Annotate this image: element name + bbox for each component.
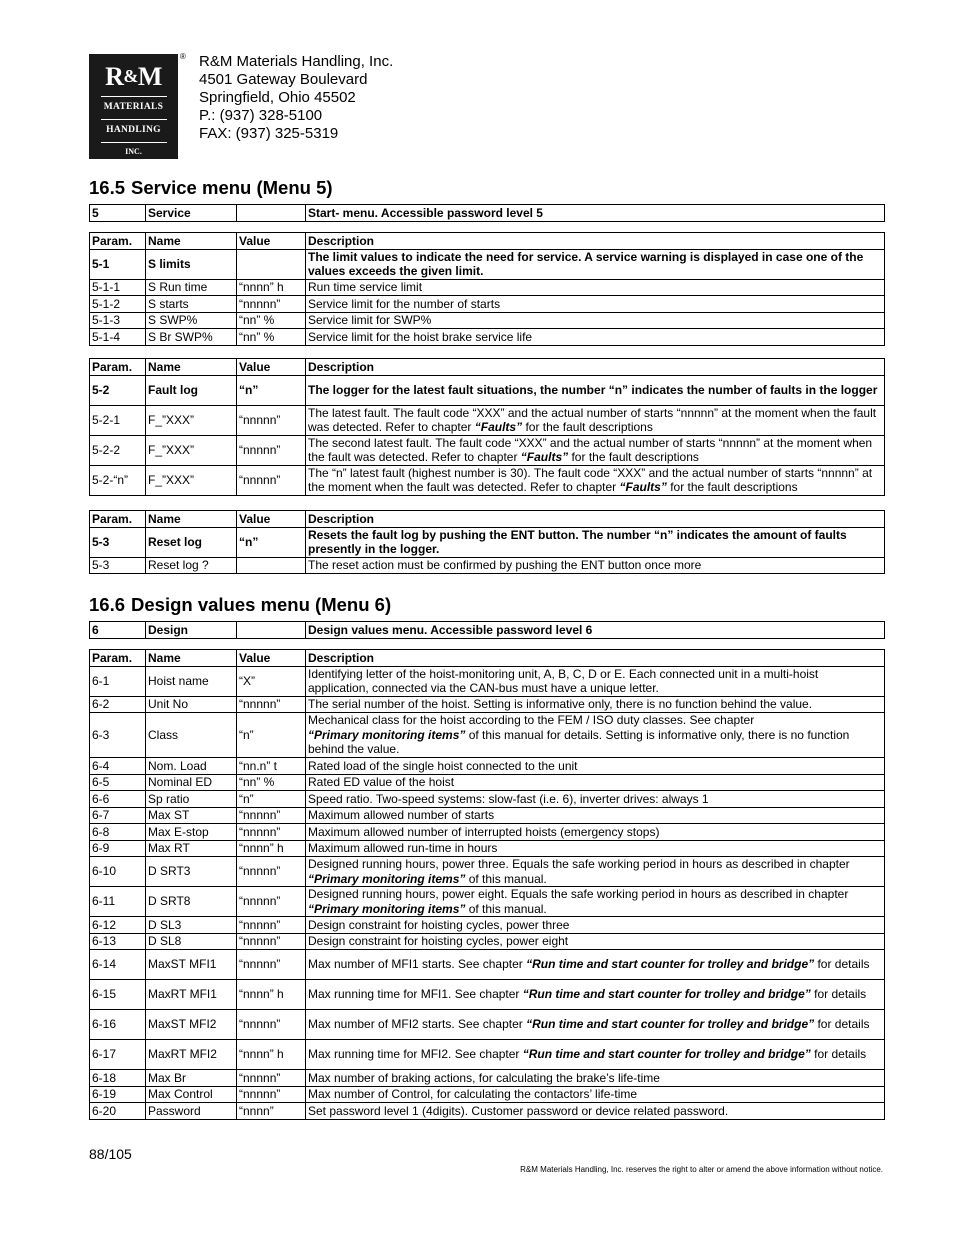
- table-row: 6-5 Nominal ED “nn” % Rated ED value of the hoist: [90, 774, 885, 791]
- menu5-faultlog-table: [89, 358, 885, 496]
- address-line: R&M Materials Handling, Inc.: [199, 53, 394, 70]
- chapter-reference: “Run time and start counter for trolley and bridge”: [526, 1017, 815, 1032]
- table-row: 6-20 Password “nnnn” Set password level 1 (4digits). Customer password or device related password.: [90, 1103, 885, 1120]
- table-header-row: Param. Name Value Description: [90, 650, 885, 667]
- company-logo: [89, 54, 178, 159]
- section-number: 16.5: [89, 177, 126, 198]
- chapter-reference: “Faults”: [619, 480, 667, 494]
- registered-mark: ®: [180, 52, 186, 61]
- table-row: 6-12 D SL3 “nnnnn” Design constraint for hoisting cycles, power three: [90, 917, 885, 934]
- table-row: 6-10 D SRT3 “nnnnn” Designed running hours, power three. Equals the safe working period in hours as described in chapter “Primary monitoring items” of this manual.: [90, 857, 885, 887]
- menu5-limits-table: [89, 232, 885, 346]
- table-row: 6 Design Design values menu. Accessible password level 6: [90, 622, 885, 639]
- table-row: 5-1 S limits The limit values to indicate the need for service. A service warning is displayed in case one of the values exceeds the given limit.: [90, 249, 885, 279]
- logo-line-handling: HANDLING: [106, 125, 161, 135]
- logo-line-inc: INC.: [125, 147, 142, 156]
- menu6-start-table: [89, 621, 885, 639]
- table-row: 6-2 Unit No “nnnnn” The serial number of the hoist. Setting is informative only, there is no function behind the value.: [90, 696, 885, 713]
- table-row: 6-11 D SRT8 “nnnnn” Designed running hours, power eight. Equals the safe working period in hours as described in chapter “Primary monitoring items” of this manual.: [90, 887, 885, 917]
- table-row: 6-7 Max ST “nnnnn” Maximum allowed number of starts: [90, 807, 885, 824]
- table-row: 5-1-1 S Run time “nnnn” h Run time service limit: [90, 279, 885, 296]
- table-header-row: Param. Name Value Description: [90, 511, 885, 528]
- company-address: [199, 53, 393, 143]
- address-line: P.: (937) 328-5100: [199, 107, 323, 124]
- table-row: 5-2-“n” F_”XXX” “nnnnn” The “n” latest fault (highest number is 30). The fault code “XXX” and the actual number of starts “nnnnn” at the moment when the fault was detected. Refer to chapter “Faults” for the fault descriptions: [90, 465, 885, 495]
- logo-letters: R&M: [105, 62, 162, 91]
- chapter-reference: “Faults”: [474, 420, 523, 434]
- chapter-reference: “Run time and start counter for trolley and bridge”: [522, 1047, 811, 1062]
- section-heading-menu5: [89, 177, 333, 199]
- table-row: 6-15 MaxRT MFI1 “nnnn” h Max running time for MFI1. See chapter “Run time and start counter for trolley and bridge” for details: [90, 980, 885, 1010]
- table-row: 5-3 Reset log “n” Resets the fault log by pushing the ENT button. The number “n” indicates the amount of faults presently in the logger.: [90, 527, 885, 557]
- table-row: 6-13 D SL8 “nnnnn” Design constraint for hoisting cycles, power eight: [90, 933, 885, 950]
- table-row: 5-1-2 S starts “nnnnn” Service limit for the number of starts: [90, 296, 885, 313]
- menu5-reset-table: [89, 510, 885, 574]
- footer-disclaimer: R&M Materials Handling, Inc. reserves the right to alter or amend the above information without notice.: [520, 1165, 883, 1174]
- chapter-reference: “Run time and start counter for trolley and bridge”: [526, 957, 815, 972]
- table-row: 6-4 Nom. Load “nn.n” t Rated load of the single hoist connected to the unit: [90, 758, 885, 775]
- section-heading-menu6: [89, 594, 391, 616]
- table-header-row: Param. Name Value Description: [90, 359, 885, 376]
- table-row: 6-19 Max Control “nnnnn” Max number of Control, for calculating the contactors’ life-time: [90, 1086, 885, 1103]
- logo-line-materials: MATERIALS: [103, 102, 164, 112]
- table-row: 6-8 Max E-stop “nnnnn” Maximum allowed number of interrupted hoists (emergency stops): [90, 824, 885, 841]
- menu6-design-table: [89, 649, 885, 1120]
- chapter-reference: “Run time and start counter for trolley and bridge”: [522, 987, 811, 1002]
- chapter-reference: “Primary monitoring items”: [308, 727, 466, 742]
- address-line: 4501 Gateway Boulevard: [199, 71, 368, 88]
- table-header-row: Param. Name Value Description: [90, 233, 885, 250]
- table-row: 5-2 Fault log “n” The logger for the latest fault situations, the number “n” indicates the number of faults in the logger: [90, 375, 885, 405]
- chapter-reference: “Faults”: [520, 450, 569, 464]
- menu5-start-table: [89, 204, 885, 222]
- chapter-reference: “Primary monitoring items”: [308, 901, 466, 916]
- table-row: 6-1 Hoist name “X” Identifying letter of the hoist-monitoring unit, A, B, C, D or E. Each connected unit in a multi-hoist application, connected via the CAN-bus must have a unique letter.: [90, 666, 885, 696]
- table-row: 6-16 MaxST MFI2 “nnnnn” Max number of MFI2 starts. See chapter “Run time and start counter for trolley and bridge” for details: [90, 1010, 885, 1040]
- table-row: 5-2-1 F_”XXX” “nnnnn” The latest fault. The fault code “XXX” and the actual number of starts “nnnnn” at the moment when the fault was detected. Refer to chapter “Faults” for the fault descriptions: [90, 405, 885, 435]
- address-line: FAX: (937) 325-5319: [199, 125, 339, 142]
- table-row: 5-1-4 S Br SWP% “nn” % Service limit for the hoist brake service life: [90, 329, 885, 346]
- section-number: 16.6: [89, 594, 126, 615]
- table-row: 6-14 MaxST MFI1 “nnnnn” Max number of MFI1 starts. See chapter “Run time and start counter for trolley and bridge” for details: [90, 950, 885, 980]
- table-row: 5-3 Reset log ? The reset action must be confirmed by pushing the ENT button once more: [90, 557, 885, 574]
- table-row: 6-3 Class “n” Mechanical class for the hoist according to the FEM / ISO duty classes. See chapter “Primary monitoring items” of this manual for details. Setting is informative only, there is no function behind the value.: [90, 713, 885, 758]
- page-number: 88/105: [89, 1146, 132, 1162]
- section-title: Service menu (Menu 5): [131, 177, 333, 198]
- table-row: 6-17 MaxRT MFI2 “nnnn” h Max running time for MFI2. See chapter “Run time and start counter for trolley and bridge” for details: [90, 1040, 885, 1070]
- address-line: Springfield, Ohio 45502: [199, 89, 356, 106]
- table-row: 5 Service Start- menu. Accessible password level 5: [90, 205, 885, 222]
- chapter-reference: “Primary monitoring items”: [308, 871, 466, 886]
- table-row: 6-6 Sp ratio “n” Speed ratio. Two-speed systems: slow-fast (i.e. 6), inverter drives: always 1: [90, 791, 885, 808]
- table-row: 6-9 Max RT “nnnn” h Maximum allowed run-time in hours: [90, 840, 885, 857]
- table-row: 6-18 Max Br “nnnnn” Max number of braking actions, for calculating the brake’s life-time: [90, 1070, 885, 1087]
- section-title: Design values menu (Menu 6): [131, 594, 392, 615]
- table-row: 5-1-3 S SWP% “nn” % Service limit for SWP%: [90, 312, 885, 329]
- table-row: 5-2-2 F_”XXX” “nnnnn” The second latest fault. The fault code “XXX” and the actual number of starts “nnnnn” at the moment when the fault was detected. Refer to chapter “Faults” for the fault descriptions: [90, 435, 885, 465]
